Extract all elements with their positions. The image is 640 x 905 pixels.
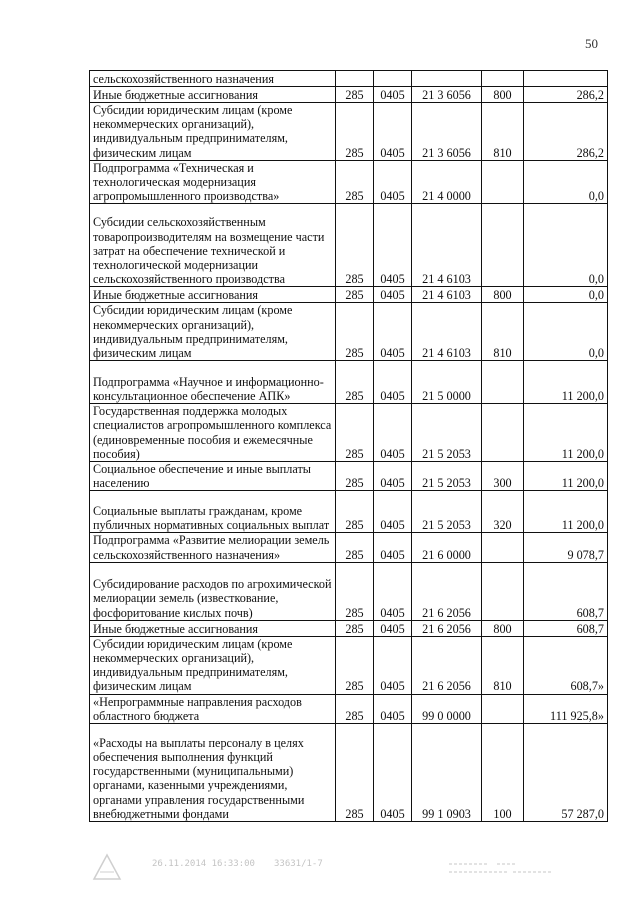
row-sum-cell: 11 200,0 — [524, 462, 608, 491]
document-footer — [92, 853, 572, 883]
row-expense-type-cell — [482, 361, 524, 404]
row-target-article-cell: 21 3 6056 — [412, 87, 482, 103]
row-expense-type-cell: 810 — [482, 636, 524, 694]
row-section-cell: 0405 — [374, 462, 412, 491]
row-section-cell: 0405 — [374, 620, 412, 636]
table-row — [90, 160, 608, 204]
row-section-cell: 0405 — [374, 103, 412, 161]
row-name-cell: «Расходы на выплаты персоналу в целях обеспечения выполнения функций государственными (муниципальными) органами, казенными учреждениями, органами управления государственными внебюджетными фондами — [90, 724, 336, 822]
row-name-cell: Субсидирование расходов по агрохимической мелиорации земель (известкование, фосфоритование кислых почв) — [90, 562, 336, 620]
row-name-cell: Социальные выплаты гражданам, кроме публичных нормативных социальных выплат — [90, 491, 336, 533]
row-sum-cell: 111 925,8» — [524, 694, 608, 723]
row-section-cell — [374, 71, 412, 87]
table-row — [90, 71, 608, 87]
table-row — [90, 562, 608, 620]
row-ved-cell: 285 — [336, 636, 374, 694]
row-name-cell: Подпрограмма «Развитие мелиорации земель сельскохозяйственного назначения» — [90, 533, 336, 562]
row-ved-cell: 285 — [336, 303, 374, 361]
row-name-cell: Подпрограмма «Техническая и технологическая модернизация агропромышленного производства» — [90, 160, 336, 204]
row-sum-cell: 0,0 — [524, 204, 608, 287]
row-ved-cell: 285 — [336, 694, 374, 723]
row-ved-cell: 285 — [336, 562, 374, 620]
row-sum-cell: 608,7 — [524, 620, 608, 636]
page-number: 50 — [585, 36, 598, 51]
table-row — [90, 404, 608, 462]
row-ved-cell: 285 — [336, 160, 374, 204]
row-ved-cell: 285 — [336, 361, 374, 404]
table-row — [90, 287, 608, 303]
table-row — [90, 620, 608, 636]
row-section-cell: 0405 — [374, 724, 412, 822]
table-row — [90, 303, 608, 361]
row-ved-cell: 285 — [336, 491, 374, 533]
row-target-article-cell: 21 5 2053 — [412, 462, 482, 491]
row-section-cell: 0405 — [374, 87, 412, 103]
row-target-article-cell: 21 5 2053 — [412, 491, 482, 533]
table-row — [90, 103, 608, 161]
row-section-cell: 0405 — [374, 404, 412, 462]
row-expense-type-cell: 300 — [482, 462, 524, 491]
row-ved-cell — [336, 71, 374, 87]
row-name-cell: Иные бюджетные ассигнования — [90, 287, 336, 303]
table-row — [90, 204, 608, 287]
row-expense-type-cell — [482, 694, 524, 723]
row-section-cell: 0405 — [374, 361, 412, 404]
row-ved-cell: 285 — [336, 533, 374, 562]
row-ved-cell: 285 — [336, 103, 374, 161]
row-expense-type-cell: 800 — [482, 87, 524, 103]
row-target-article-cell: 21 4 6103 — [412, 287, 482, 303]
table-row — [90, 361, 608, 404]
row-sum-cell: 286,2 — [524, 87, 608, 103]
row-expense-type-cell — [482, 71, 524, 87]
row-expense-type-cell: 810 — [482, 103, 524, 161]
footer-scribble-icon — [447, 856, 557, 878]
row-name-cell: Субсидии сельскохозяйственным товаропроизводителям на возмещение части затрат на обеспечение технической и технологической модернизации сельскохозяйственного производства — [90, 204, 336, 287]
row-target-article-cell: 99 0 0000 — [412, 694, 482, 723]
row-name-cell: Субсидии юридическим лицам (кроме некоммерческих организаций), индивидуальным предпринимателям, физическим лицам — [90, 303, 336, 361]
footer-date: 26.11.2014 16:33:00 — [152, 859, 255, 869]
row-target-article-cell — [412, 71, 482, 87]
row-name-cell: Подпрограмма «Научное и информационно-консультационное обеспечение АПК» — [90, 361, 336, 404]
row-sum-cell: 0,0 — [524, 160, 608, 204]
row-expense-type-cell — [482, 562, 524, 620]
row-section-cell: 0405 — [374, 562, 412, 620]
table-row — [90, 87, 608, 103]
row-ved-cell: 285 — [336, 724, 374, 822]
row-sum-cell: 0,0 — [524, 303, 608, 361]
row-expense-type-cell: 810 — [482, 303, 524, 361]
row-ved-cell: 285 — [336, 462, 374, 491]
row-sum-cell: 286,2 — [524, 103, 608, 161]
registration-stamp-icon — [92, 853, 122, 881]
row-expense-type-cell: 100 — [482, 724, 524, 822]
row-section-cell: 0405 — [374, 303, 412, 361]
row-target-article-cell: 21 6 2056 — [412, 620, 482, 636]
row-expense-type-cell: 800 — [482, 620, 524, 636]
row-ved-cell: 285 — [336, 620, 374, 636]
row-section-cell: 0405 — [374, 287, 412, 303]
row-sum-cell: 0,0 — [524, 287, 608, 303]
row-expense-type-cell: 320 — [482, 491, 524, 533]
row-name-cell: Социальное обеспечение и иные выплаты населению — [90, 462, 336, 491]
row-sum-cell: 608,7» — [524, 636, 608, 694]
row-name-cell: Государственная поддержка молодых специалистов агропромышленного комплекса (единовременные пособия и ежемесячные пособия) — [90, 404, 336, 462]
row-expense-type-cell: 800 — [482, 287, 524, 303]
row-ved-cell: 285 — [336, 287, 374, 303]
row-expense-type-cell — [482, 160, 524, 204]
row-name-cell: Субсидии юридическим лицам (кроме некоммерческих организаций), индивидуальным предпринимателям, физическим лицам — [90, 103, 336, 161]
row-section-cell: 0405 — [374, 694, 412, 723]
row-ved-cell: 285 — [336, 204, 374, 287]
table-row — [90, 533, 608, 562]
row-section-cell: 0405 — [374, 204, 412, 287]
table-row — [90, 491, 608, 533]
row-target-article-cell: 21 4 6103 — [412, 204, 482, 287]
row-target-article-cell: 21 6 0000 — [412, 533, 482, 562]
row-target-article-cell: 21 5 2053 — [412, 404, 482, 462]
row-expense-type-cell — [482, 533, 524, 562]
table-row — [90, 724, 608, 822]
row-name-cell: Иные бюджетные ассигнования — [90, 87, 336, 103]
row-sum-cell: 11 200,0 — [524, 491, 608, 533]
row-expense-type-cell — [482, 204, 524, 287]
table-row — [90, 636, 608, 694]
row-sum-cell: 11 200,0 — [524, 404, 608, 462]
row-section-cell: 0405 — [374, 533, 412, 562]
row-sum-cell: 11 200,0 — [524, 361, 608, 404]
row-target-article-cell: 21 6 2056 — [412, 562, 482, 620]
row-target-article-cell: 21 3 6056 — [412, 103, 482, 161]
row-name-cell: Иные бюджетные ассигнования — [90, 620, 336, 636]
row-target-article-cell: 21 4 6103 — [412, 303, 482, 361]
row-sum-cell: 608,7 — [524, 562, 608, 620]
footer-doc-code: 33631/1-7 — [274, 859, 323, 869]
row-section-cell: 0405 — [374, 160, 412, 204]
row-section-cell: 0405 — [374, 491, 412, 533]
row-name-cell: Субсидии юридическим лицам (кроме некоммерческих организаций), индивидуальным предпринимателям, физическим лицам — [90, 636, 336, 694]
row-name-cell: сельскохозяйственного назначения — [90, 71, 336, 87]
row-name-cell: «Непрограммные направления расходов областного бюджета — [90, 694, 336, 723]
row-target-article-cell: 21 4 0000 — [412, 160, 482, 204]
row-sum-cell: 9 078,7 — [524, 533, 608, 562]
row-ved-cell: 285 — [336, 404, 374, 462]
budget-table — [89, 70, 608, 822]
row-ved-cell: 285 — [336, 87, 374, 103]
row-sum-cell: 57 287,0 — [524, 724, 608, 822]
table-row — [90, 694, 608, 723]
table-row — [90, 462, 608, 491]
row-target-article-cell: 99 1 0903 — [412, 724, 482, 822]
budget-table-body — [90, 71, 608, 822]
row-expense-type-cell — [482, 404, 524, 462]
row-target-article-cell: 21 5 0000 — [412, 361, 482, 404]
row-sum-cell — [524, 71, 608, 87]
row-target-article-cell: 21 6 2056 — [412, 636, 482, 694]
row-section-cell: 0405 — [374, 636, 412, 694]
